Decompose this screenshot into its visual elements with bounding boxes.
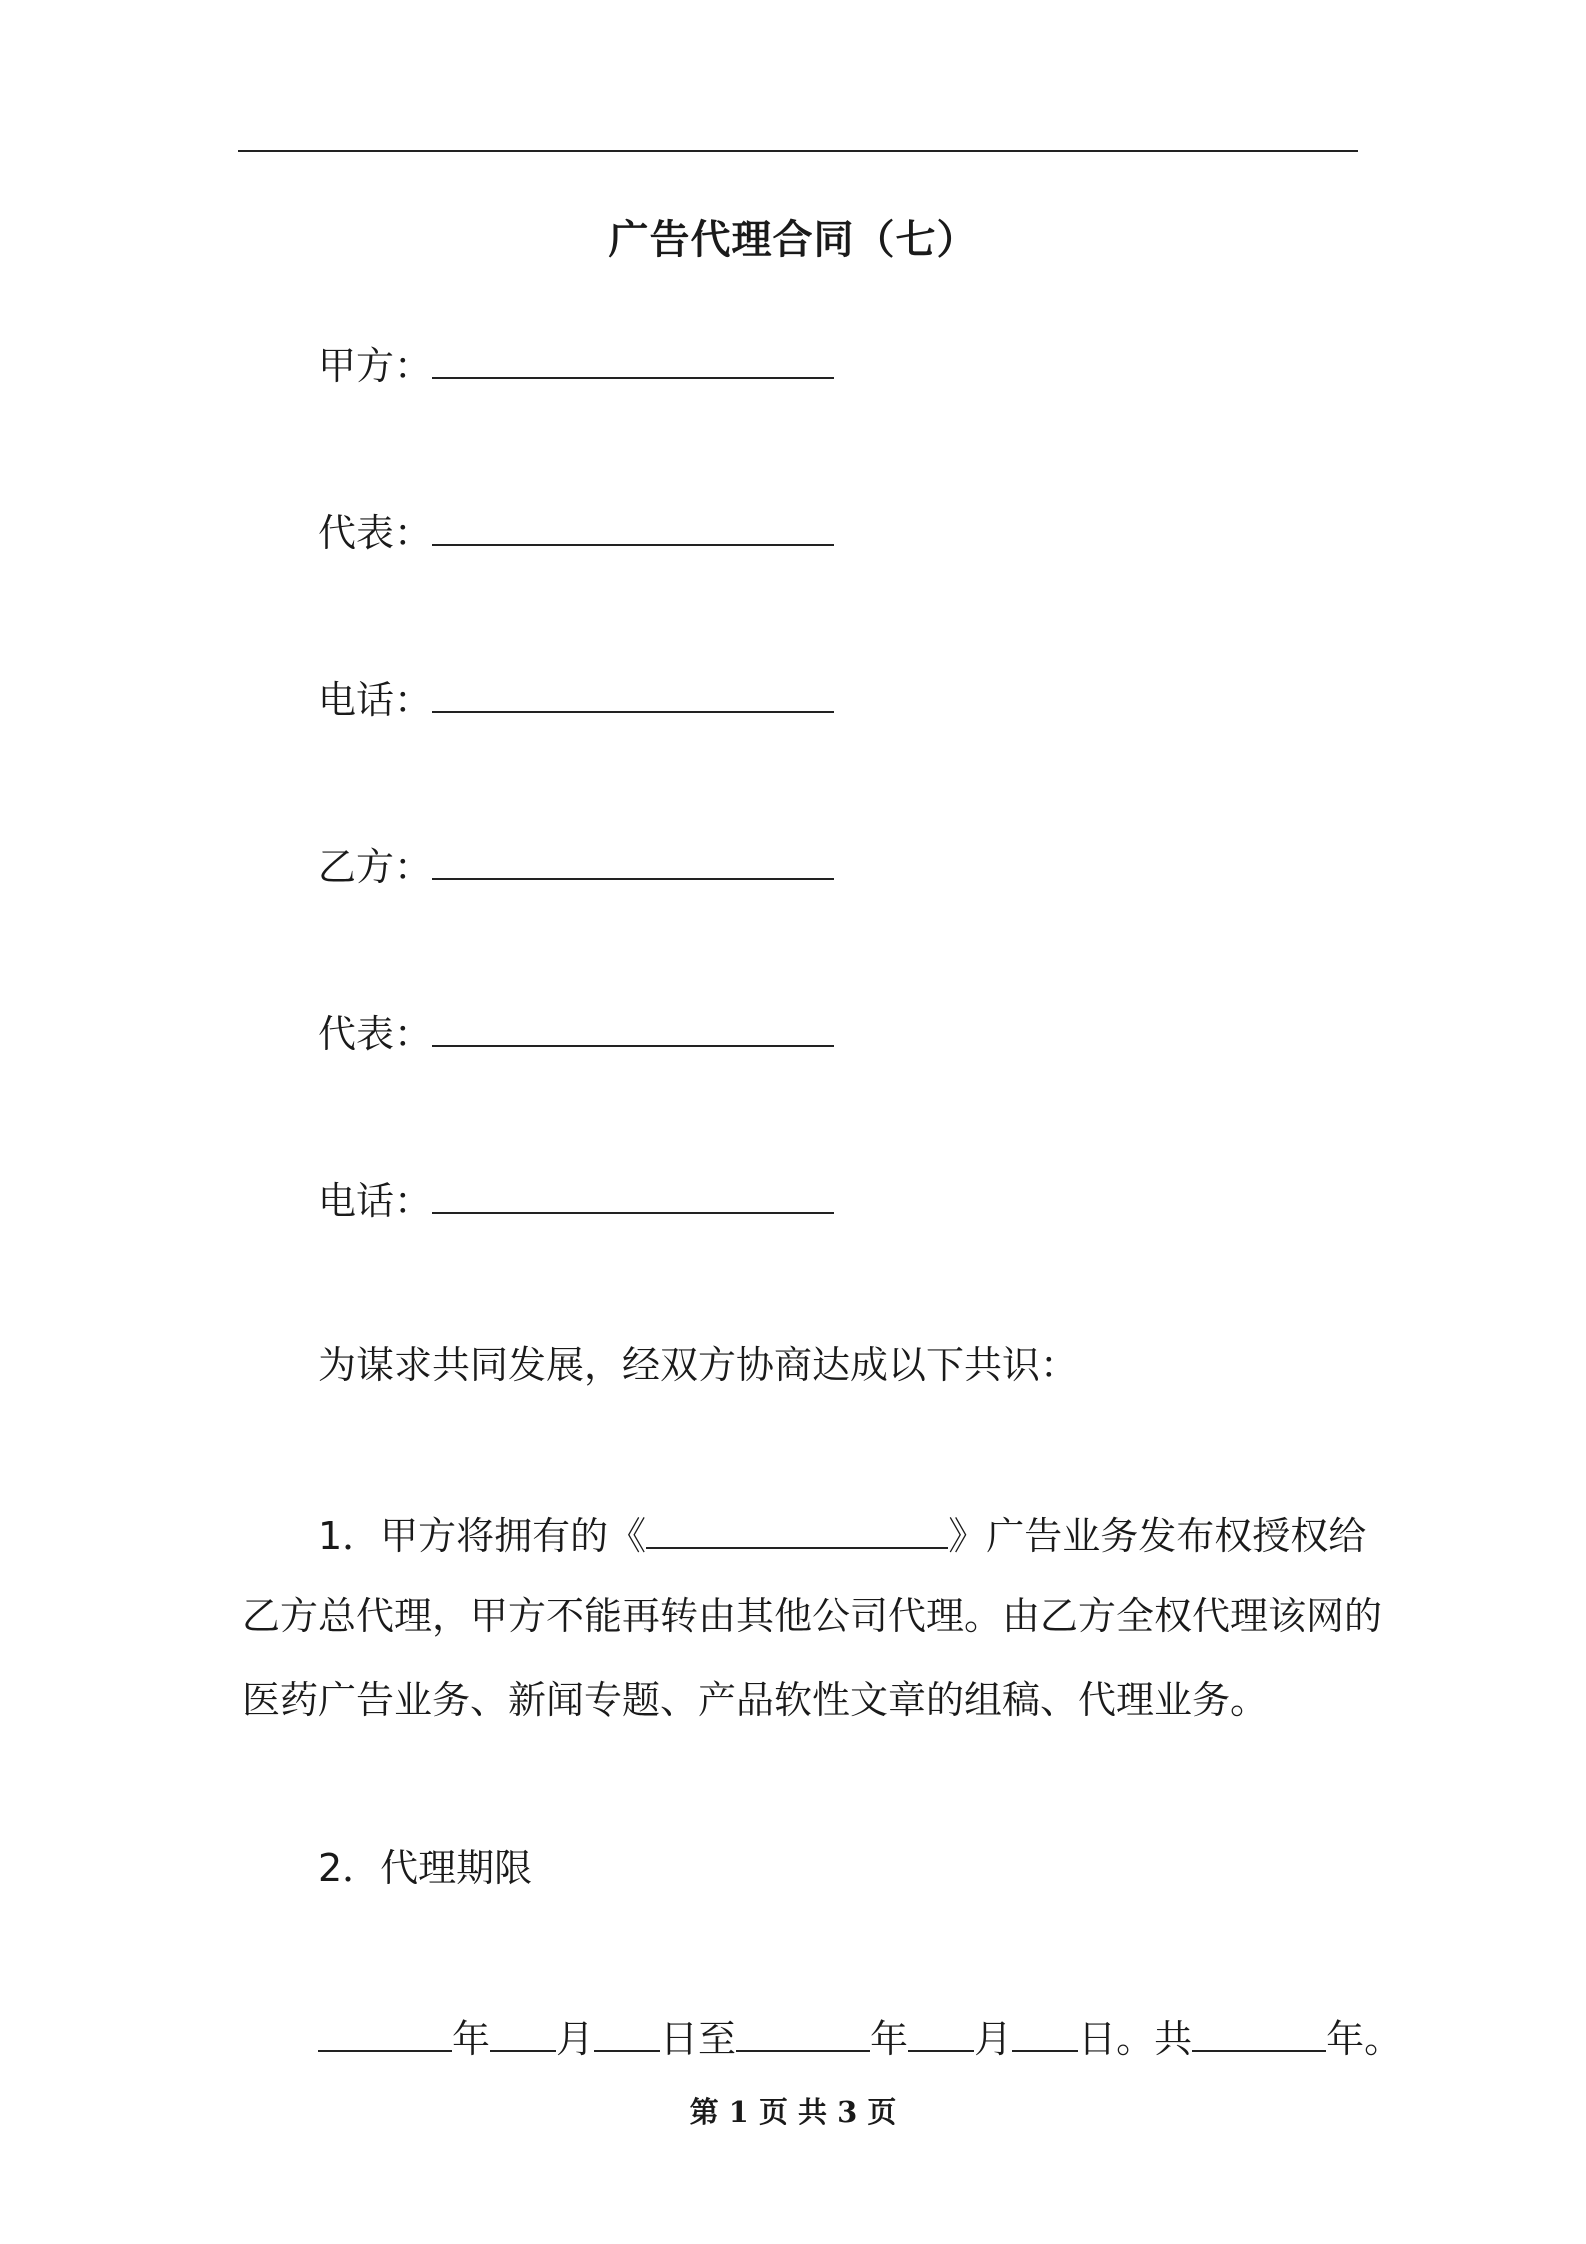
end-month-blank[interactable] xyxy=(908,2010,974,2052)
clause-1-suffix: 》广告业务发布权授权给 xyxy=(948,1514,1367,1558)
clause-1-line-1 xyxy=(318,1507,1366,1561)
clause-1-prefix: 1．甲方将拥有的《 xyxy=(318,1514,647,1558)
end-year-blank[interactable] xyxy=(736,2010,870,2052)
party-b-representative-blank[interactable] xyxy=(432,1005,834,1047)
start-day-blank[interactable] xyxy=(594,2010,660,2052)
header-rule xyxy=(238,150,1358,152)
party-b-representative-field xyxy=(318,1005,834,1059)
party-a-blank[interactable] xyxy=(432,337,834,379)
intro-paragraph: 为谋求共同发展，经双方协商达成以下共识： xyxy=(318,1343,1079,1387)
field-label: 代表： xyxy=(318,511,433,555)
year-label: 年 xyxy=(452,2017,491,2061)
party-a-field xyxy=(318,337,834,391)
month-label: 月 xyxy=(556,2017,595,2061)
day-to-label: 日至 xyxy=(660,2017,737,2061)
field-label: 甲方： xyxy=(318,344,433,388)
field-label: 电话： xyxy=(318,678,433,722)
party-b-blank[interactable] xyxy=(432,838,834,880)
party-b-field xyxy=(318,838,834,892)
clause-2-heading: 2．代理期限 xyxy=(318,1846,533,1890)
party-a-phone-blank[interactable] xyxy=(432,671,834,713)
start-month-blank[interactable] xyxy=(490,2010,556,2052)
day-end-label: 日。共 xyxy=(1078,2017,1193,2061)
end-day-blank[interactable] xyxy=(1012,2010,1078,2052)
clause-1-line-3: 医药广告业务、新闻专题、产品软性文章的组稿、代理业务。 xyxy=(242,1678,1269,1722)
website-name-blank[interactable] xyxy=(646,1507,948,1549)
field-label: 电话： xyxy=(318,1179,433,1223)
party-a-representative-blank[interactable] xyxy=(432,504,834,546)
party-a-phone-field xyxy=(318,671,834,725)
party-a-representative-field xyxy=(318,504,834,558)
party-b-phone-blank[interactable] xyxy=(432,1172,834,1214)
field-label: 乙方： xyxy=(318,845,433,889)
year-end-label: 年。 xyxy=(1326,2017,1403,2061)
agency-period-line xyxy=(318,2010,1402,2064)
field-label: 代表： xyxy=(318,1012,433,1056)
page-number: 第 1 页 共 3 页 xyxy=(689,2095,897,2129)
start-year-blank[interactable] xyxy=(318,2010,452,2052)
month-label: 月 xyxy=(974,2017,1013,2061)
party-b-phone-field xyxy=(318,1172,834,1226)
clause-1-line-2: 乙方总代理，甲方不能再转由其他公司代理。由乙方全权代理该网的 xyxy=(242,1594,1383,1638)
total-years-blank[interactable] xyxy=(1192,2010,1326,2052)
document-title: 广告代理合同（七） xyxy=(608,217,978,263)
year-label: 年 xyxy=(870,2017,909,2061)
